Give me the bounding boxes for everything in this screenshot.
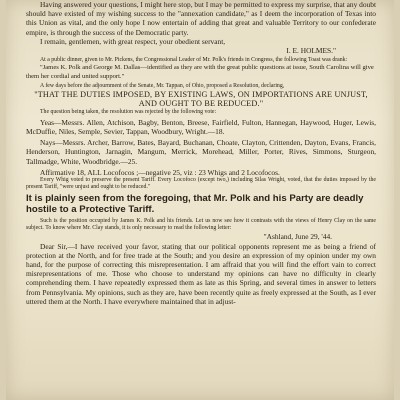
letter-paragraph: Having answered your questions, I might here stop, but I may be permitted to express my surprise, that any doubt should have existed of my wishing success to the "annexation candidate," as I deem the incorporation of Texas into this Union as vital, and the only hope I now entertain of adding that great and valuable Territory to our confederate empire, is through the success of the Democratic party. bbox=[26, 0, 376, 37]
resolution-intro: A few days before the adjournment of the Senate, Mr. Tappan, of Ohio, proposed a Resolution, declaring, bbox=[40, 82, 285, 89]
vote-note: Every Whig voted to preserve the present Tariff. Every Locofoco (except two,) including Silas Wright, voted, that the duties imposed by the present Tariff, "were unjust and ought to be reduced." bbox=[26, 176, 376, 191]
letter-signature: I. E. HOLMES." bbox=[286, 46, 336, 56]
letter-closing: I remain, gentlemen, with great respect, your obedient servant, bbox=[40, 36, 226, 46]
resolution-text: "THAT THE DUTIES IMPOSED, BY EXISTING LAWS, ON IMPORTATIONS ARE UNJUST, AND OUGHT TO BE REDUCED." bbox=[34, 89, 368, 109]
clay-letter-body: Dear Sir,—I have received your favor, stating that our political opponents represent me as being a friend of protection at the North, and for free trade at the South; and you desire an expression of my opinion under my own hand, for the purpose of correcting this misrepresentation. I am affraid that you will find the effort vain to correct misrepresentations of me. Those who choose to understand my opinions can have no difficulty in clearly comprehending them. I have repeatedly expressed them as late as this Spring, and several times in answer to letters from Pennsylvania. My opinions, such as they are, have been recently quite as freely expressed at the South, as I ever uttered them at the North. I have everywhere maintained that in adjust- bbox=[26, 241, 376, 306]
clay-intro: Such is the position occupied by James K. Polk and his friends. Let us now see how it contrasts with the views of Henry Clay on the same subject. To know where Mr. Clay stands, it is only necessary to read the following letter: bbox=[26, 218, 376, 232]
meeting-intro: At a public dinner, given to Mr. Pickens, the Congressional Leader of Mr. Polk's friends in Congress, the following Toast was drank: bbox=[40, 57, 348, 64]
toast-quote: "James K. Polk and George M. Dallas—identified as they are with the great public questions at issue, South Carolina will give them her cordial and united support." bbox=[26, 64, 374, 80]
yeas-list: Yeas—Messrs. Allen, Atchison, Bagby, Benton, Breese, Fairfield, Fulton, Hannegan, Haywood, Huger, Lewis, McDuffie, Niles, Semple, Sevier, Tappan, Woodbury, Wright.—18. bbox=[26, 117, 376, 136]
vote-tally: Affirmative 18, ALL Locofocos ;—negative 25, viz : 23 Whigs and 2 Locofocos. bbox=[40, 167, 280, 177]
headline: It is plainly seen from the foregoing, that Mr. Polk and his Party are deadly hostile to a Protective Tariff. bbox=[26, 193, 364, 216]
newspaper-page bbox=[6, 0, 394, 400]
vote-intro: The question being taken, the resolution was rejected by the following vote: bbox=[40, 108, 217, 115]
nays-list: Nays—Messrs. Archer, Barrow, Bates, Bayard, Buchanan, Choate, Clayton, Crittenden, Dayton, Evans, Francis, Henderson, Huntington, Jarnagin, Mangum, Merrick, Morehead, Miller, Porter, Rives, Simmons, Sturgeon, Tallmadge, White, Woodbridge.—25. bbox=[26, 138, 376, 166]
text-column bbox=[26, 0, 376, 306]
letter-dateline: "Ashland, June 29, '44. bbox=[263, 232, 332, 242]
